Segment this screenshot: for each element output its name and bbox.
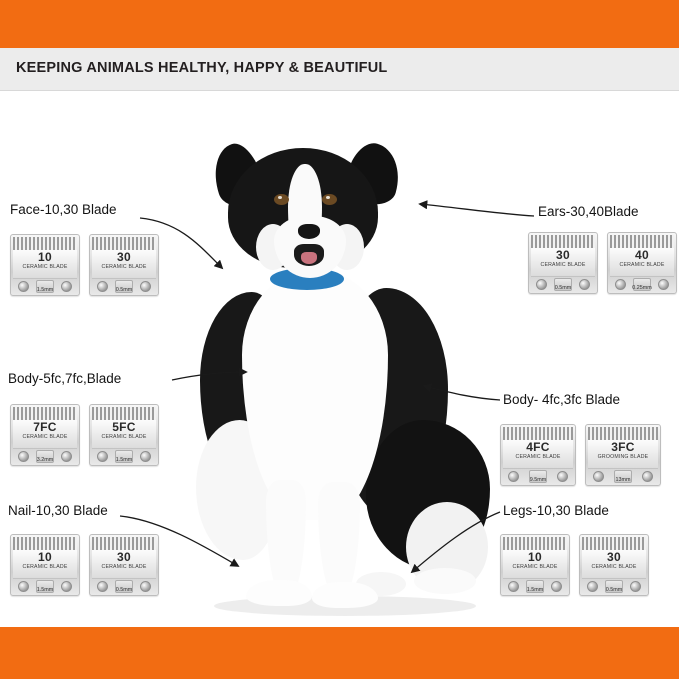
blade-teeth-icon — [503, 427, 573, 441]
blade-number: 5FC — [112, 420, 136, 434]
blade-body-4fc — [500, 424, 576, 486]
blade-brand: CERAMIC BLADE — [22, 264, 68, 270]
blade-legs-10 — [500, 534, 570, 596]
callout-label-legs: Legs-10,30 Blade — [503, 503, 609, 518]
blade-number: 4FC — [526, 440, 550, 454]
blade-ears-30 — [528, 232, 598, 294]
blade-group-body-left — [10, 404, 159, 466]
dog-front-right-leg — [318, 482, 360, 598]
blade-brand: CERAMIC BLADE — [512, 564, 558, 570]
blade-number: 7FC — [33, 420, 57, 434]
blade-size: 1.5mm — [115, 457, 133, 463]
dog-photo — [170, 120, 500, 630]
blade-size: 0.5mm — [605, 587, 623, 593]
blade-size: 3.2mm — [36, 457, 54, 463]
blade-number: 40 — [635, 248, 649, 262]
blade-body-5fc — [89, 404, 159, 466]
dog-left-eye-highlight — [278, 196, 282, 199]
blade-size: 1.5mm — [36, 287, 54, 293]
dog-tongue — [301, 252, 317, 264]
blade-group-ears — [528, 232, 677, 294]
callout-label-face: Face-10,30 Blade — [10, 202, 117, 217]
blade-size: 1.5mm — [526, 587, 544, 593]
blade-face-30 — [89, 234, 159, 296]
blade-brand: CERAMIC BLADE — [591, 564, 637, 570]
blade-brand: GROOMING BLADE — [597, 454, 649, 460]
blade-brand: CERAMIC BLADE — [101, 564, 147, 570]
blade-teeth-icon — [92, 407, 156, 421]
blade-group-body-right — [500, 424, 661, 486]
headline-text: KEEPING ANIMALS HEALTHY, HAPPY & BEAUTIFUL — [16, 60, 388, 76]
blade-number: 3FC — [611, 440, 635, 454]
blade-teeth-icon — [588, 427, 658, 441]
blade-brand: CERAMIC BLADE — [515, 454, 561, 460]
blade-brand: CERAMIC BLADE — [101, 264, 147, 270]
dog-right-eye-highlight — [326, 196, 330, 199]
blade-size: 0.25mm — [632, 285, 652, 291]
blade-body-3fc — [585, 424, 661, 486]
blade-ears-40 — [607, 232, 677, 294]
blade-face-10 — [10, 234, 80, 296]
blade-size: 9.5mm — [529, 477, 547, 483]
dog-illustration — [170, 120, 500, 630]
blade-teeth-icon — [531, 235, 595, 249]
callout-label-ears: Ears-30,40Blade — [538, 204, 639, 219]
blade-brand: CERAMIC BLADE — [619, 262, 665, 268]
blade-size: 0.5mm — [115, 287, 133, 293]
blade-size: 13mm — [615, 477, 631, 483]
blade-number: 30 — [607, 550, 621, 564]
blade-number: 10 — [38, 250, 52, 264]
blade-teeth-icon — [503, 537, 567, 551]
blade-size: 1.5mm — [36, 587, 54, 593]
blade-legs-30 — [579, 534, 649, 596]
dog-nose — [298, 224, 320, 239]
blade-number: 30 — [117, 550, 131, 564]
blade-brand: CERAMIC BLADE — [101, 434, 147, 440]
blade-nail-10 — [10, 534, 80, 596]
blade-brand: CERAMIC BLADE — [540, 262, 586, 268]
blade-teeth-icon — [13, 407, 77, 421]
blade-teeth-icon — [92, 237, 156, 251]
blade-size: 0.5mm — [115, 587, 133, 593]
callout-label-nail: Nail-10,30 Blade — [8, 503, 108, 518]
blade-teeth-icon — [13, 537, 77, 551]
blade-teeth-icon — [582, 537, 646, 551]
blade-size: 0.5mm — [554, 285, 572, 291]
dog-back-right-paw — [414, 568, 476, 594]
blade-body-7fc — [10, 404, 80, 466]
blade-group-legs — [500, 534, 649, 596]
blade-brand: CERAMIC BLADE — [22, 434, 68, 440]
blade-number: 10 — [528, 550, 542, 564]
blade-teeth-icon — [13, 237, 77, 251]
blade-number: 10 — [38, 550, 52, 564]
callout-label-body-right: Body- 4fc,3fc Blade — [503, 392, 621, 407]
dog-front-right-paw — [312, 582, 378, 608]
blade-number: 30 — [117, 250, 131, 264]
dog-front-left-paw — [246, 580, 312, 606]
blade-group-nail — [10, 534, 159, 596]
blade-nail-30 — [89, 534, 159, 596]
blade-number: 30 — [556, 248, 570, 262]
blade-teeth-icon — [92, 537, 156, 551]
blade-teeth-icon — [610, 235, 674, 249]
callout-label-body-left: Body-5fc,7fc,Blade — [8, 371, 122, 386]
blade-brand: CERAMIC BLADE — [22, 564, 68, 570]
blade-group-face — [10, 234, 159, 296]
